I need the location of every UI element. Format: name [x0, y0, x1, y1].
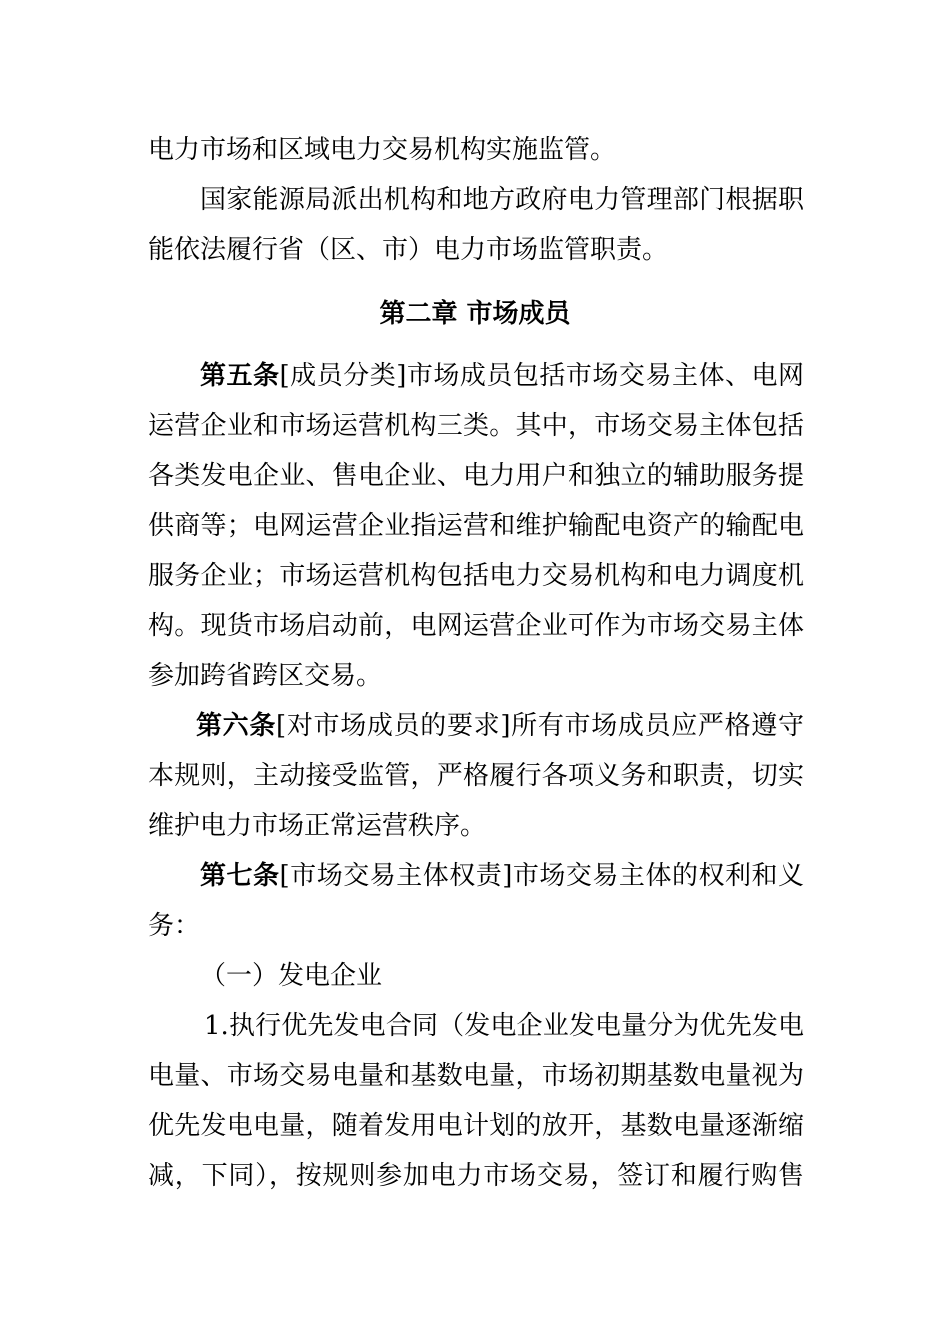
article6-line-3: 维护电力市场正常运营秩序。	[148, 811, 487, 841]
section-one-heading: （一）发电企业	[200, 961, 383, 991]
item1-line-2: 电量、市场交易电量和基数电量，市场初期基数电量视为	[148, 1061, 804, 1091]
item1-line-3: 优先发电电量，随着发用电计划的放开，基数电量逐渐缩	[148, 1111, 804, 1141]
article5-line-5: 服务企业；市场运营机构包括电力交易机构和电力调度机	[148, 561, 804, 591]
intro-line-2: 国家能源局派出机构和地方政府电力管理部门根据职	[200, 185, 804, 215]
article7-first-text: [市场交易主体权责]市场交易主体的权利和义	[279, 861, 804, 891]
article7-label: 第七条	[200, 861, 280, 891]
article5-first-line	[200, 358, 804, 394]
item1-line-4: 减，下同），按规则参加电力市场交易，签订和履行购售	[148, 1161, 804, 1191]
chapter-title: 第二章 市场成员	[379, 299, 571, 329]
intro-line-3: 能依法履行省（区、市）电力市场监管职责。	[148, 235, 669, 265]
article5-first-text: [成员分类]市场成员包括市场交易主体、电网	[279, 361, 804, 391]
article7-first-line	[200, 858, 804, 894]
article6-label: 第六条	[196, 711, 277, 741]
article5-line-7: 参加跨省跨区交易。	[148, 661, 383, 691]
item1-first-line: 1.执行优先发电合同（发电企业发电量分为优先发电	[204, 1011, 804, 1041]
article5-line-2: 运营企业和市场运营机构三类。其中，市场交易主体包括	[148, 411, 804, 441]
article6-first-line	[196, 708, 804, 744]
article6-first-text: [对市场成员的要求]所有市场成员应严格遵守	[276, 711, 804, 741]
article5-line-4: 供商等；电网运营企业指运营和维护输配电资产的输配电	[148, 511, 804, 541]
article5-line-3: 各类发电企业、售电企业、电力用户和独立的辅助服务提	[148, 461, 804, 491]
article7-line-2: 务：	[148, 911, 201, 941]
article5-line-6: 构。现货市场启动前，电网运营企业可作为市场交易主体	[148, 611, 804, 641]
article6-line-2: 本规则，主动接受监管，严格履行各项义务和职责，切实	[148, 761, 804, 791]
intro-line-1: 电力市场和区域电力交易机构实施监管。	[148, 135, 617, 165]
article5-label: 第五条	[200, 361, 280, 391]
